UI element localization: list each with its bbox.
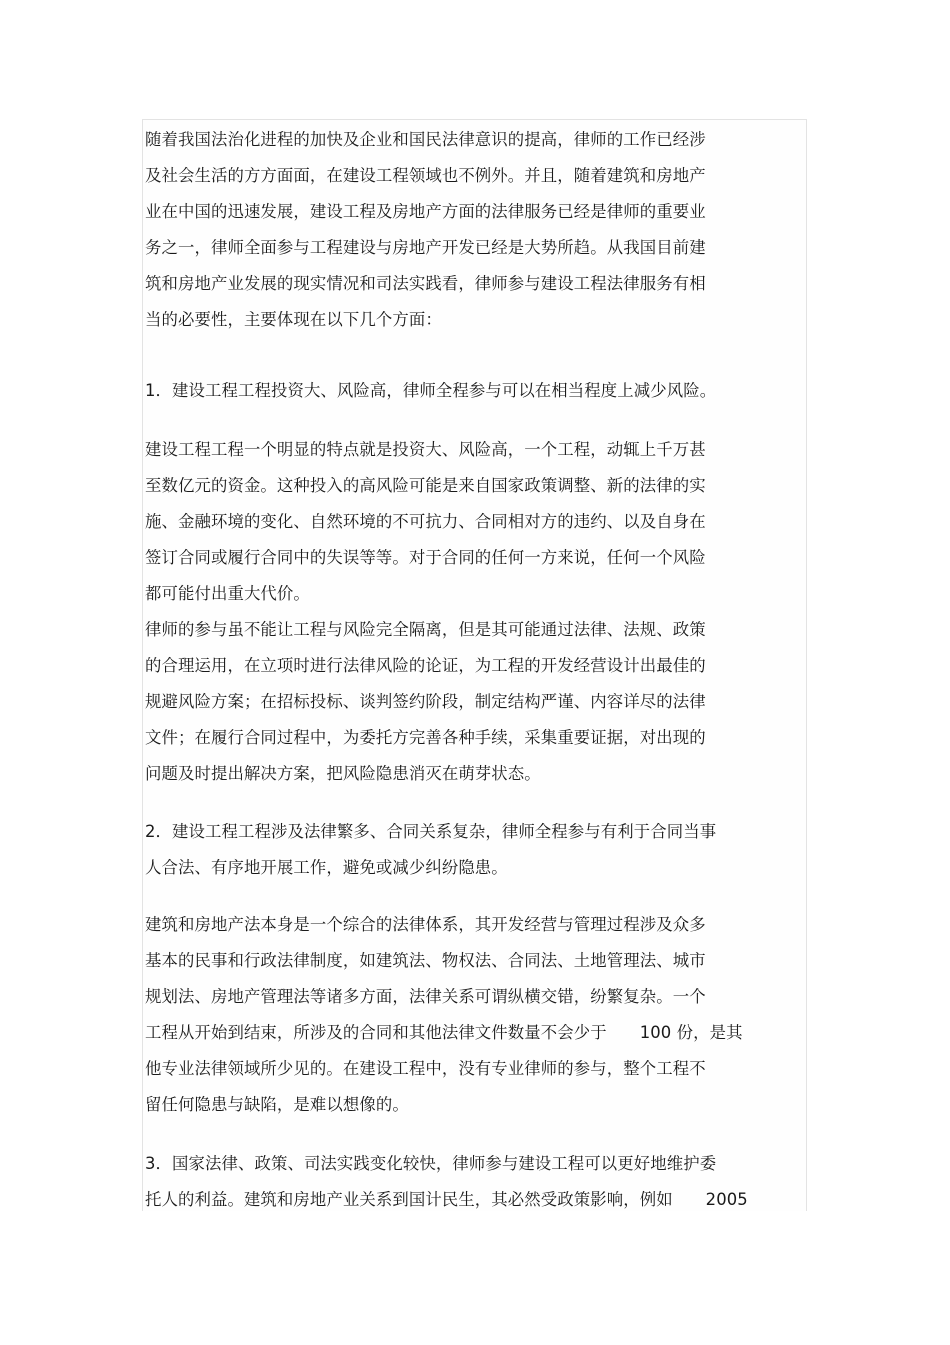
text-line: 随着我国法治化进程的加快及企业和国民法律意识的提高，律师的工作已经涉 — [145, 130, 706, 149]
text-line: 律师的参与虽不能让工程与风险完全隔离，但是其可能通过法律、法规、政策 — [145, 620, 706, 639]
section-heading-2-cont: 人合法、有序地开展工作，避免或减少纠纷隐患。 — [145, 858, 508, 877]
text-line: 留任何隐患与缺陷，是难以想像的。 — [145, 1095, 409, 1114]
text-line: 工程从开始到结束，所涉及的合同和其他法律文件数量不会少于 100 份，是其 — [145, 1023, 743, 1042]
text-line: 施、金融环境的变化、自然环境的不可抗力、合同相对方的违约、以及自身在 — [145, 512, 706, 531]
text-line: 当的必要性，主要体现在以下几个方面： — [145, 310, 442, 329]
text-line: 务之一，律师全面参与工程建设与房地产开发已经是大势所趋。从我国目前建 — [145, 238, 706, 257]
text-line: 问题及时提出解决方案，把风险隐患消灭在萌芽状态。 — [145, 764, 541, 783]
text-line: 建设工程工程一个明显的特点就是投资大、风险高，一个工程，动辄上千万甚 — [145, 440, 706, 459]
section-heading-2: 2．建设工程工程涉及法律繁多、合同关系复杂，律师全程参与有利于合同当事 — [145, 822, 717, 841]
section-heading-1: 1．建设工程工程投资大、风险高，律师全程参与可以在相当程度上减少风险。 — [145, 381, 717, 400]
text-line: 至数亿元的资金。这种投入的高风险可能是来自国家政策调整、新的法律的实 — [145, 476, 706, 495]
text-line: 基本的民事和行政法律制度，如建筑法、物权法、合同法、土地管理法、城市 — [145, 951, 706, 970]
text-line: 签订合同或履行合同中的失误等等。对于合同的任何一方来说，任何一个风险 — [145, 548, 706, 567]
text-line: 筑和房地产业发展的现实情况和司法实践看，律师参与建设工程法律服务有相 — [145, 274, 706, 293]
text-line: 文件；在履行合同过程中，为委托方完善各种手续，采集重要证据，对出现的 — [145, 728, 706, 747]
text-line: 都可能付出重大代价。 — [145, 584, 310, 603]
text-line: 建筑和房地产法本身是一个综合的法律体系，其开发经营与管理过程涉及众多 — [145, 915, 706, 934]
text-line: 及社会生活的方方面面，在建设工程领域也不例外。并且，随着建筑和房地产 — [145, 166, 706, 185]
text-line: 托人的利益。建筑和房地产业关系到国计民生，其必然受政策影响，例如 2005 — [145, 1190, 748, 1209]
text-line: 规避风险方案；在招标投标、谈判签约阶段，制定结构严谨、内容详尽的法律 — [145, 692, 706, 711]
text-line: 规划法、房地产管理法等诸多方面，法律关系可谓纵横交错，纷繁复杂。一个 — [145, 987, 706, 1006]
text-line: 他专业法律领域所少见的。在建设工程中，没有专业律师的参与，整个工程不 — [145, 1059, 706, 1078]
text-line: 业在中国的迅速发展，建设工程及房地产方面的法律服务已经是律师的重要业 — [145, 202, 706, 221]
text-line: 的合理运用，在立项时进行法律风险的论证，为工程的开发经营设计出最佳的 — [145, 656, 706, 675]
section-heading-3: 3．国家法律、政策、司法实践变化较快，律师参与建设工程可以更好地维护委 — [145, 1154, 717, 1173]
